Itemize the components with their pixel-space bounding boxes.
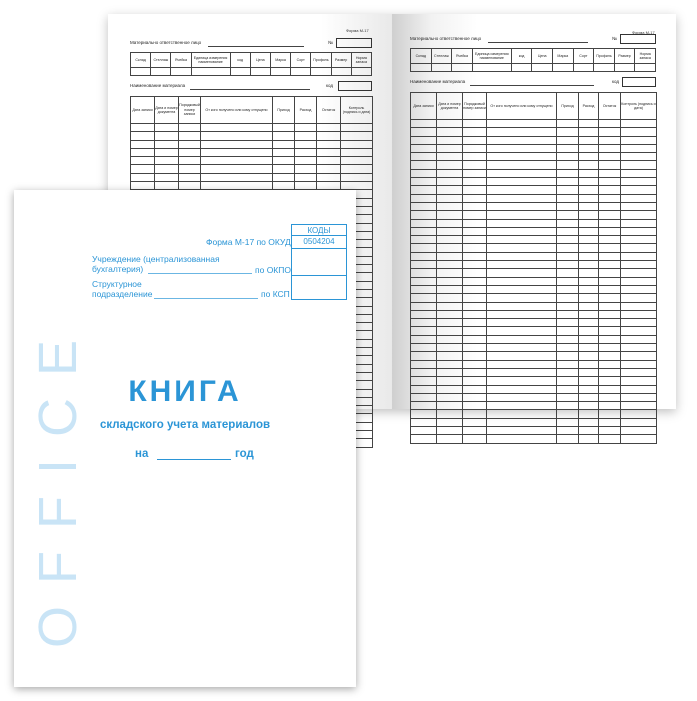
journal-row — [411, 244, 657, 252]
office-brand-text: OFFICE — [28, 318, 88, 648]
journal-row — [131, 165, 373, 173]
header-cell: Профиль — [594, 49, 615, 64]
journal-row — [411, 169, 657, 177]
journal-row — [411, 202, 657, 210]
code-label: код — [612, 79, 620, 84]
journal-row — [411, 352, 657, 360]
cover-title: КНИГА — [128, 375, 242, 408]
institution-label-line1: Учреждение (централизованная — [92, 254, 220, 264]
journal-col-date: Дата записи — [131, 97, 155, 124]
header-cell: Профиль — [311, 53, 331, 68]
number-label: № — [328, 40, 333, 45]
header-cell: Сорт — [573, 49, 594, 64]
header-cell: Склад — [411, 49, 432, 64]
journal-row — [131, 173, 373, 181]
journal-table — [410, 92, 657, 444]
journal-col-seq: Порядковый номер записи — [463, 93, 487, 120]
journal-row — [411, 161, 657, 169]
header-cell: код — [511, 49, 532, 64]
header-cell: Норма запаса — [635, 49, 656, 64]
journal-row — [411, 327, 657, 335]
journal-col-from: От кого получено или кому отпущено — [201, 97, 273, 124]
number-label: № — [612, 36, 617, 41]
okpo-code-box — [291, 248, 347, 276]
journal-row — [131, 124, 373, 132]
journal-row — [411, 227, 657, 235]
journal-col-from: От кого получено или кому отпущено — [487, 93, 557, 120]
journal-row — [131, 140, 373, 148]
journal-col-expense: Расход — [295, 97, 317, 124]
journal-row — [411, 368, 657, 376]
form-number: Форма М-17 — [632, 30, 655, 35]
journal-row — [411, 319, 657, 327]
journal-row — [411, 236, 657, 244]
journal-row — [411, 153, 657, 161]
number-box — [336, 38, 372, 48]
journal-row — [411, 385, 657, 393]
header-cell: Марка — [270, 53, 290, 68]
header-cell: Цена — [250, 53, 270, 68]
header-cell: Ячейка — [452, 49, 473, 64]
division-line — [154, 298, 258, 299]
header-cell: Марка — [552, 49, 573, 64]
journal-row — [411, 418, 657, 426]
okud-code-value: 0504204 — [291, 235, 347, 249]
responsible-label: Материально ответственное лицо — [130, 40, 202, 45]
ksp-label: по КСП — [261, 289, 290, 299]
header-cell: Стеллаж — [151, 53, 171, 68]
journal-row — [131, 148, 373, 156]
journal-col-income: Приход — [273, 97, 295, 124]
year-prefix: на — [135, 448, 149, 460]
number-box — [620, 34, 656, 44]
journal-row — [411, 426, 657, 434]
journal-row — [411, 120, 657, 128]
journal-row — [411, 269, 657, 277]
journal-row — [411, 402, 657, 410]
journal-col-control: Контроль (подпись и дата) — [621, 93, 657, 120]
journal-col-expense: Расход — [579, 93, 599, 120]
journal-row — [411, 144, 657, 152]
journal-row — [411, 285, 657, 293]
journal-row — [131, 157, 373, 165]
journal-row — [131, 182, 373, 190]
responsible-line — [488, 42, 588, 43]
year-line — [157, 459, 231, 460]
responsible-label: Материально ответственное лицо — [410, 36, 482, 41]
header-cell: код — [230, 53, 250, 68]
journal-col-balance: Остаток — [317, 97, 341, 124]
code-box — [338, 81, 372, 91]
journal-row — [411, 186, 657, 194]
header-cell: Цена — [532, 49, 553, 64]
cover-subtitle: складского учета материалов — [99, 419, 271, 431]
journal-row — [411, 294, 657, 302]
institution-label-line2: бухгалтерия) — [92, 264, 144, 274]
journal-col-doc: Дата и номер документа — [437, 93, 463, 120]
journal-row — [411, 435, 657, 443]
journal-row — [411, 136, 657, 144]
material-label: Наименование материала — [130, 83, 186, 88]
codes-header: КОДЫ — [291, 224, 347, 236]
header-cell: Единица измерения наименование — [191, 53, 230, 68]
journal-row — [411, 344, 657, 352]
journal-col-control: Контроль (подпись и дата) — [341, 97, 373, 124]
year-suffix: год — [235, 448, 254, 460]
header-cell: Размер — [331, 53, 351, 68]
office-brand-logo — [28, 208, 88, 668]
journal-row — [411, 335, 657, 343]
book-right-page — [392, 14, 676, 409]
book-cover — [14, 190, 356, 687]
division-label-line2: подразделение — [92, 289, 153, 299]
journal-row — [411, 377, 657, 385]
header-cell: Стеллаж — [431, 49, 452, 64]
journal-row — [411, 128, 657, 136]
code-box — [622, 77, 656, 87]
journal-row — [411, 178, 657, 186]
division-label-line1: Структурное — [92, 279, 142, 289]
journal-row — [411, 194, 657, 202]
journal-col-balance: Остаток — [599, 93, 621, 120]
journal-row — [411, 277, 657, 285]
header-cell: Размер — [614, 49, 635, 64]
journal-row — [411, 360, 657, 368]
header-cell: Норма запаса — [351, 53, 371, 68]
responsible-line — [208, 46, 304, 47]
journal-col-doc: Дата и номер документа — [155, 97, 179, 124]
material-label: Наименование материала — [410, 79, 466, 84]
journal-row — [411, 219, 657, 227]
journal-col-seq: Порядковый номер записи — [179, 97, 201, 124]
header-cell: Склад — [131, 53, 151, 68]
journal-row — [411, 310, 657, 318]
journal-row — [411, 261, 657, 269]
ksp-code-box — [291, 275, 347, 300]
journal-row — [411, 410, 657, 418]
journal-row — [411, 211, 657, 219]
header-cell: Сорт — [291, 53, 311, 68]
journal-row — [411, 393, 657, 401]
form-okud-label: Форма М-17 по ОКУД — [206, 237, 291, 247]
journal-col-date: Дата записи — [411, 93, 437, 120]
material-line — [190, 89, 310, 90]
journal-row — [411, 252, 657, 260]
okpo-label: по ОКПО — [255, 265, 291, 275]
header-cell: Ячейка — [171, 53, 191, 68]
header-table — [130, 52, 372, 76]
header-table — [410, 48, 656, 72]
journal-row — [131, 132, 373, 140]
material-line — [470, 85, 594, 86]
journal-row — [411, 302, 657, 310]
form-number: Форма М-17 — [346, 28, 369, 33]
code-label: код — [326, 83, 334, 88]
institution-line — [148, 273, 252, 274]
header-cell: Единица измерения наименование — [472, 49, 511, 64]
journal-col-income: Приход — [557, 93, 579, 120]
